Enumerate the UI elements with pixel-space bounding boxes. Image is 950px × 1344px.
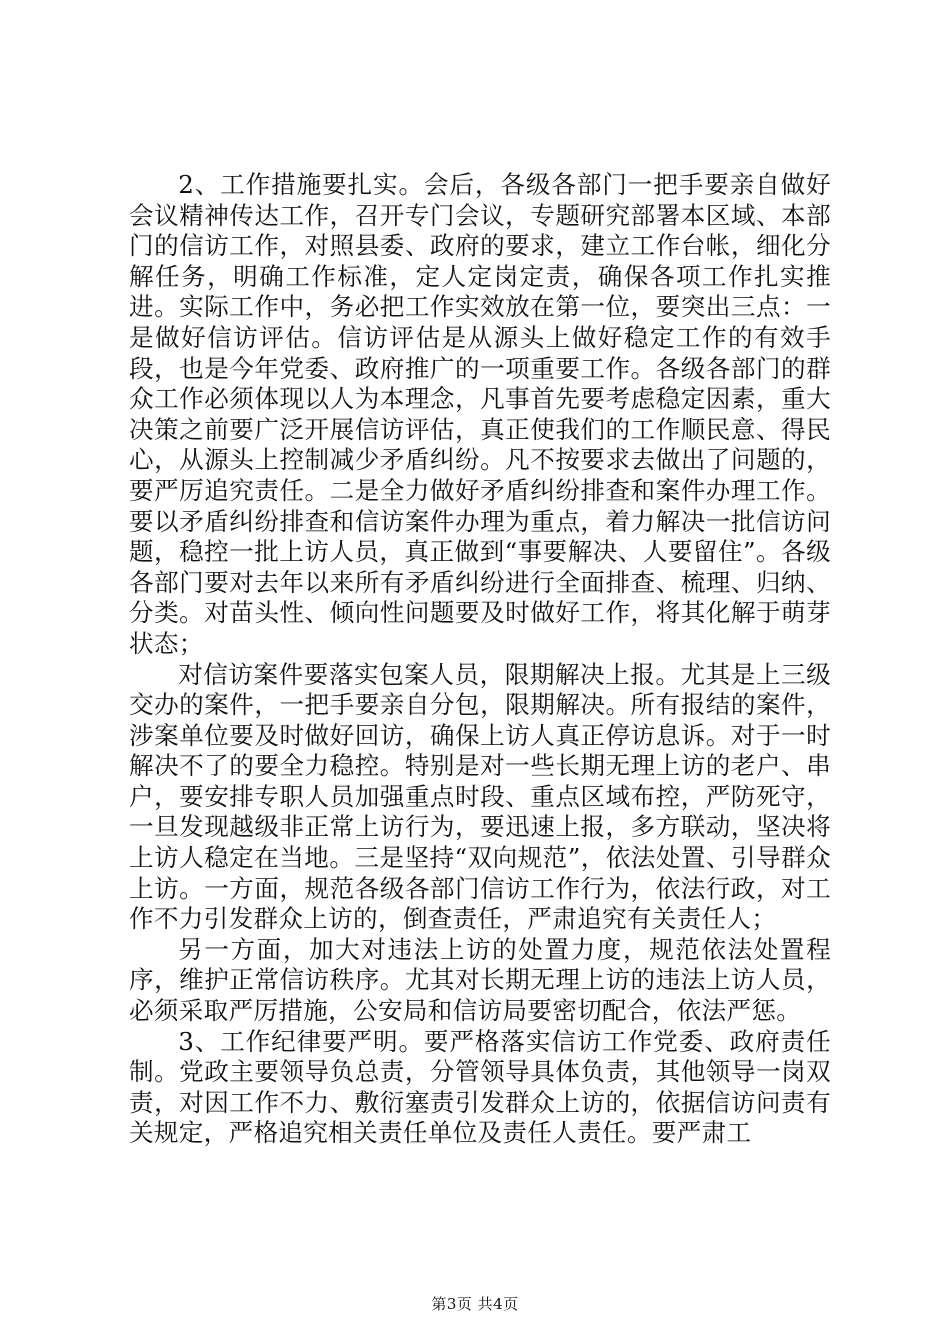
paragraph-work-discipline: 3、工作纪律要严明。要严格落实信访工作党委、政府责任制。党政主要领导负总责，分管领导具体负责，其他领导一岗双责，对因工作不力、敷衍塞责引发群众上访的，依据信访问责有关规定，严格追究相关责任单位及责任人责任。要严肃工 [129, 1026, 831, 1148]
page-number-footer: 第3页 共4页 [431, 1295, 519, 1313]
paragraph-work-measures: 2、工作措施要扎实。会后，各级各部门一把手要亲自做好会议精神传达工作，召开专门会议，专题研究部署本区域、本部门的信访工作，对照县委、政府的要求，建立工作台帐，细化分解任务，明确工作标准，定人定岗定责，确保各项工作扎实推进。实际工作中，务必把工作实效放在第一位，要突出三点：一是做好信访评估。信访评估是从源头上做好稳定工作的有效手段，也是今年党委、政府推广的一项重要工作。各级各部门的群众工作必须体现以人为本理念，凡事首先要考虑稳定因素，重大决策之前要广泛开展信访评估，真正使我们的工作顺民意、得民心，从源头上控制减少矛盾纠纷。凡不按要求去做出了问题的，要严厉追究责任。二是全力做好矛盾纠纷排查和案件办理工作。要以矛盾纠纷排查和信访案件办理为重点，着力解决一批信访问题，稳控一批上访人员，真正做到“事要解决、人要留住”。各级各部门要对去年以来所有矛盾纠纷进行全面排查、梳理、归纳、分类。对苗头性、倾向性问题要及时做好工作，将其化解于萌芽状态； [129, 170, 831, 658]
document-body [129, 170, 831, 1149]
paragraph-illegal-petition: 另一方面，加大对违法上访的处置力度，规范依法处置程序，维护正常信访秩序。尤其对长期无理上访的违法上访人员，必须采取严厉措施，公安局和信访局要密切配合，依法严惩。 [129, 934, 831, 1026]
paragraph-case-handling: 对信访案件要落实包案人员，限期解决上报。尤其是上三级交办的案件，一把手要亲自分包，限期解决。所有报结的案件，涉案单位要及时做好回访，确保上访人真正停访息诉。对于一时解决不了的要全力稳控。特别是对一些长期无理上访的老户、串户，要安排专职人员加强重点时段、重点区域布控，严防死守，一旦发现越级非正常上访行为，要迅速上报，多方联动，坚决将上访人稳定在当地。三是坚持“双向规范”，依法处置、引导群众上访。一方面，规范各级各部门信访工作行为，依法行政，对工作不力引发群众上访的，倒查责任，严肃追究有关责任人； [129, 659, 831, 934]
